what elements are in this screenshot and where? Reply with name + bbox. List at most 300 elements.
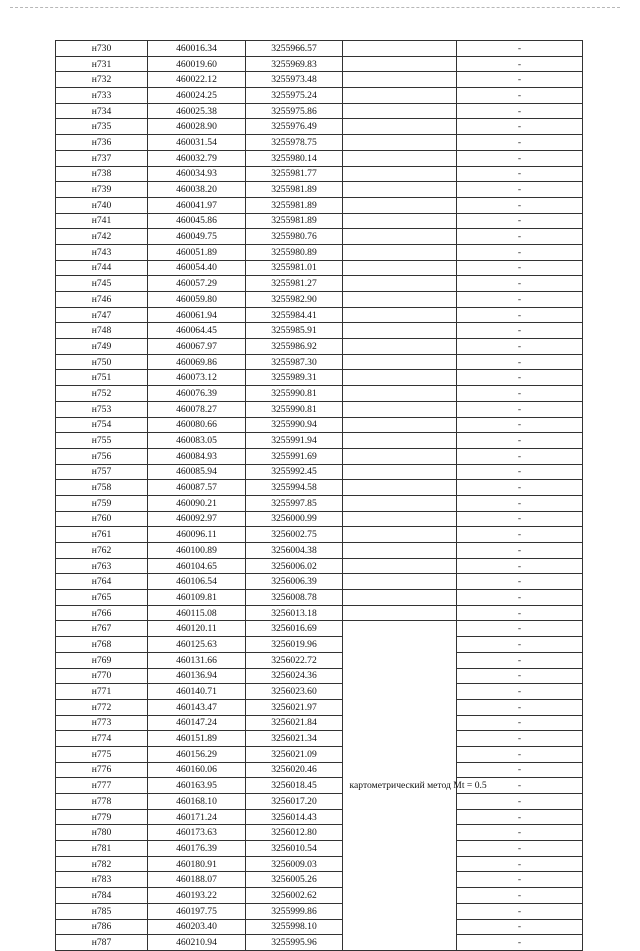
error-value-cell: - (457, 182, 583, 198)
x-coordinate-cell: 460057.29 (148, 276, 246, 292)
point-name-cell: н730 (56, 41, 148, 57)
table-row (56, 637, 583, 653)
method-cell-empty (343, 119, 457, 135)
table-row (56, 809, 583, 825)
x-coordinate-cell: 460067.97 (148, 339, 246, 355)
error-value-cell: - (457, 276, 583, 292)
y-coordinate-cell: 3255981.89 (246, 182, 343, 198)
x-coordinate-cell: 460131.66 (148, 652, 246, 668)
x-coordinate-cell: 460031.54 (148, 135, 246, 151)
point-name-cell: н766 (56, 605, 148, 621)
x-coordinate-cell: 460171.24 (148, 809, 246, 825)
method-cell-empty (343, 511, 457, 527)
x-coordinate-cell: 460096.11 (148, 527, 246, 543)
x-coordinate-cell: 460104.65 (148, 558, 246, 574)
x-coordinate-cell: 460147.24 (148, 715, 246, 731)
point-name-cell: н749 (56, 339, 148, 355)
method-cell-empty (343, 260, 457, 276)
error-value-cell: - (457, 354, 583, 370)
error-value-cell: - (457, 590, 583, 606)
table-row (56, 276, 583, 292)
x-coordinate-cell: 460038.20 (148, 182, 246, 198)
y-coordinate-cell: 3256004.38 (246, 543, 343, 559)
point-name-cell: н763 (56, 558, 148, 574)
y-coordinate-cell: 3255982.90 (246, 292, 343, 308)
point-name-cell: н758 (56, 480, 148, 496)
x-coordinate-cell: 460120.11 (148, 621, 246, 637)
table-row (56, 307, 583, 323)
x-coordinate-cell: 460143.47 (148, 699, 246, 715)
y-coordinate-cell: 3256006.02 (246, 558, 343, 574)
error-value-cell: - (457, 72, 583, 88)
point-name-cell: н759 (56, 495, 148, 511)
point-name-cell: н767 (56, 621, 148, 637)
point-name-cell: н782 (56, 856, 148, 872)
x-coordinate-cell: 460022.12 (148, 72, 246, 88)
point-name-cell: н776 (56, 762, 148, 778)
error-value-cell: - (457, 495, 583, 511)
y-coordinate-cell: 3256016.69 (246, 621, 343, 637)
y-coordinate-cell: 3256013.18 (246, 605, 343, 621)
point-name-cell: н751 (56, 370, 148, 386)
table-row (56, 543, 583, 559)
x-coordinate-cell: 460156.29 (148, 746, 246, 762)
table-row (56, 433, 583, 449)
error-value-cell: - (457, 229, 583, 245)
error-value-cell: - (457, 339, 583, 355)
method-cell (343, 621, 487, 950)
method-cell-empty (343, 386, 457, 402)
table-row (56, 511, 583, 527)
x-coordinate-cell: 460045.86 (148, 213, 246, 229)
point-name-cell: н740 (56, 197, 148, 213)
x-coordinate-cell: 460032.79 (148, 150, 246, 166)
table-row (56, 888, 583, 904)
table-row (56, 182, 583, 198)
error-value-cell: - (457, 558, 583, 574)
x-coordinate-cell: 460049.75 (148, 229, 246, 245)
y-coordinate-cell: 3256021.97 (246, 699, 343, 715)
table-row (56, 135, 583, 151)
error-value-cell: - (457, 433, 583, 449)
y-coordinate-cell: 3255980.76 (246, 229, 343, 245)
method-cell-empty (343, 229, 457, 245)
point-name-cell: н743 (56, 244, 148, 260)
scan-top-edge (10, 7, 620, 9)
table-row (56, 527, 583, 543)
error-value-cell: - (457, 417, 583, 433)
error-value-cell: - (457, 150, 583, 166)
y-coordinate-cell: 3255990.94 (246, 417, 343, 433)
x-coordinate-cell: 460092.97 (148, 511, 246, 527)
table-row (56, 684, 583, 700)
error-value-cell: - (457, 621, 583, 637)
y-coordinate-cell: 3256002.62 (246, 888, 343, 904)
x-coordinate-cell: 460210.94 (148, 935, 246, 951)
point-name-cell: н770 (56, 668, 148, 684)
y-coordinate-cell: 3256000.99 (246, 511, 343, 527)
table-row (56, 668, 583, 684)
x-coordinate-cell: 460078.27 (148, 401, 246, 417)
error-value-cell: - (457, 919, 583, 935)
table-row (56, 778, 583, 794)
y-coordinate-cell: 3256021.09 (246, 746, 343, 762)
table-row (56, 41, 583, 57)
error-value-cell: - (457, 543, 583, 559)
point-name-cell: н778 (56, 794, 148, 810)
method-cell-empty (343, 433, 457, 449)
method-cell-empty (343, 213, 457, 229)
point-name-cell: н742 (56, 229, 148, 245)
point-name-cell: н757 (56, 464, 148, 480)
x-coordinate-cell: 460054.40 (148, 260, 246, 276)
error-value-cell: - (457, 511, 583, 527)
table-row (56, 825, 583, 841)
y-coordinate-cell: 3255989.31 (246, 370, 343, 386)
method-cell-empty (343, 401, 457, 417)
error-value-cell: - (457, 323, 583, 339)
method-cell-empty (343, 103, 457, 119)
point-name-cell: н748 (56, 323, 148, 339)
method-cell-empty (343, 605, 457, 621)
y-coordinate-cell: 3256023.60 (246, 684, 343, 700)
point-name-cell: н772 (56, 699, 148, 715)
x-coordinate-cell: 460203.40 (148, 919, 246, 935)
x-coordinate-cell: 460024.25 (148, 88, 246, 104)
y-coordinate-cell: 3255995.96 (246, 935, 343, 951)
point-name-cell: н746 (56, 292, 148, 308)
point-name-cell: н752 (56, 386, 148, 402)
point-name-cell: н785 (56, 903, 148, 919)
table-row (56, 903, 583, 919)
error-value-cell: - (457, 260, 583, 276)
point-name-cell: н744 (56, 260, 148, 276)
error-value-cell: - (457, 605, 583, 621)
error-value-cell: - (457, 135, 583, 151)
x-coordinate-cell: 460197.75 (148, 903, 246, 919)
table-row (56, 401, 583, 417)
error-value-cell: - (457, 119, 583, 135)
table-row (56, 621, 583, 637)
y-coordinate-cell: 3255976.49 (246, 119, 343, 135)
x-coordinate-cell: 460163.95 (148, 778, 246, 794)
y-coordinate-cell: 3255981.27 (246, 276, 343, 292)
coordinates-table (55, 40, 583, 951)
table-row (56, 574, 583, 590)
table-row (56, 166, 583, 182)
y-coordinate-cell: 3255969.83 (246, 56, 343, 72)
y-coordinate-cell: 3255981.89 (246, 213, 343, 229)
method-cell-empty (343, 543, 457, 559)
error-value-cell: - (457, 41, 583, 57)
point-name-cell: н753 (56, 401, 148, 417)
table-row (56, 88, 583, 104)
method-cell-empty (343, 323, 457, 339)
table-row (56, 370, 583, 386)
x-coordinate-cell: 460016.34 (148, 41, 246, 57)
table-row (56, 292, 583, 308)
method-cell-empty (343, 480, 457, 496)
method-cell-empty (343, 150, 457, 166)
point-name-cell: н769 (56, 652, 148, 668)
table-row (56, 354, 583, 370)
point-name-cell: н735 (56, 119, 148, 135)
table-row (56, 762, 583, 778)
x-coordinate-cell: 460090.21 (148, 495, 246, 511)
y-coordinate-cell: 3255994.58 (246, 480, 343, 496)
table-row (56, 731, 583, 747)
method-cell-empty (343, 574, 457, 590)
x-coordinate-cell: 460073.12 (148, 370, 246, 386)
method-cell-empty (343, 292, 457, 308)
error-value-cell: - (457, 731, 583, 747)
error-value-cell: - (457, 307, 583, 323)
x-coordinate-cell: 460084.93 (148, 448, 246, 464)
error-value-cell: - (457, 244, 583, 260)
point-name-cell: н755 (56, 433, 148, 449)
x-coordinate-cell: 460109.81 (148, 590, 246, 606)
x-coordinate-cell: 460034.93 (148, 166, 246, 182)
y-coordinate-cell: 3255975.86 (246, 103, 343, 119)
x-coordinate-cell: 460076.39 (148, 386, 246, 402)
method-label: картометрический метод Mt = 0.5 (349, 780, 487, 792)
x-coordinate-cell: 460087.57 (148, 480, 246, 496)
error-value-cell: - (457, 88, 583, 104)
y-coordinate-cell: 3256002.75 (246, 527, 343, 543)
error-value-cell: - (457, 746, 583, 762)
x-coordinate-cell: 460028.90 (148, 119, 246, 135)
method-cell-empty (343, 72, 457, 88)
point-name-cell: н762 (56, 543, 148, 559)
y-coordinate-cell: 3255986.92 (246, 339, 343, 355)
error-value-cell: - (457, 292, 583, 308)
table-row (56, 417, 583, 433)
point-name-cell: н764 (56, 574, 148, 590)
y-coordinate-cell: 3256006.39 (246, 574, 343, 590)
y-coordinate-cell: 3255990.81 (246, 386, 343, 402)
point-name-cell: н750 (56, 354, 148, 370)
point-name-cell: н754 (56, 417, 148, 433)
y-coordinate-cell: 3256018.45 (246, 778, 343, 794)
point-name-cell: н768 (56, 637, 148, 653)
point-name-cell: н784 (56, 888, 148, 904)
error-value-cell: - (457, 197, 583, 213)
error-value-cell: - (457, 935, 583, 951)
x-coordinate-cell: 460125.63 (148, 637, 246, 653)
table-row (56, 339, 583, 355)
table-row (56, 119, 583, 135)
point-name-cell: н745 (56, 276, 148, 292)
point-name-cell: н732 (56, 72, 148, 88)
method-cell-empty (343, 307, 457, 323)
point-name-cell: н731 (56, 56, 148, 72)
x-coordinate-cell: 460080.66 (148, 417, 246, 433)
x-coordinate-cell: 460160.06 (148, 762, 246, 778)
method-cell-empty (343, 495, 457, 511)
error-value-cell: - (457, 809, 583, 825)
x-coordinate-cell: 460136.94 (148, 668, 246, 684)
method-cell-empty (343, 339, 457, 355)
point-name-cell: н747 (56, 307, 148, 323)
method-cell-empty (343, 244, 457, 260)
point-name-cell: н738 (56, 166, 148, 182)
error-value-cell: - (457, 684, 583, 700)
y-coordinate-cell: 3256024.36 (246, 668, 343, 684)
y-coordinate-cell: 3256005.26 (246, 872, 343, 888)
x-coordinate-cell: 460061.94 (148, 307, 246, 323)
error-value-cell: - (457, 527, 583, 543)
point-name-cell: н773 (56, 715, 148, 731)
table-row (56, 605, 583, 621)
y-coordinate-cell: 3255990.81 (246, 401, 343, 417)
method-cell-empty (343, 56, 457, 72)
y-coordinate-cell: 3256020.46 (246, 762, 343, 778)
x-coordinate-cell: 460176.39 (148, 841, 246, 857)
error-value-cell: - (457, 903, 583, 919)
y-coordinate-cell: 3256022.72 (246, 652, 343, 668)
table-row (56, 652, 583, 668)
table-row (56, 699, 583, 715)
point-name-cell: н777 (56, 778, 148, 794)
x-coordinate-cell: 460083.05 (148, 433, 246, 449)
y-coordinate-cell: 3255984.41 (246, 307, 343, 323)
point-name-cell: н761 (56, 527, 148, 543)
point-name-cell: н779 (56, 809, 148, 825)
point-name-cell: н781 (56, 841, 148, 857)
y-coordinate-cell: 3255980.14 (246, 150, 343, 166)
table-row (56, 386, 583, 402)
method-cell-empty (343, 558, 457, 574)
table-row (56, 103, 583, 119)
y-coordinate-cell: 3255991.69 (246, 448, 343, 464)
table-row (56, 495, 583, 511)
coordinates-table-body (56, 41, 583, 951)
method-cell-empty (343, 448, 457, 464)
error-value-cell: - (457, 762, 583, 778)
y-coordinate-cell: 3255985.91 (246, 323, 343, 339)
table-row (56, 856, 583, 872)
y-coordinate-cell: 3255966.57 (246, 41, 343, 57)
point-name-cell: н774 (56, 731, 148, 747)
x-coordinate-cell: 460019.60 (148, 56, 246, 72)
point-name-cell: н786 (56, 919, 148, 935)
point-name-cell: н771 (56, 684, 148, 700)
table-row (56, 841, 583, 857)
y-coordinate-cell: 3256009.03 (246, 856, 343, 872)
x-coordinate-cell: 460025.38 (148, 103, 246, 119)
y-coordinate-cell: 3256021.84 (246, 715, 343, 731)
y-coordinate-cell: 3255980.89 (246, 244, 343, 260)
x-coordinate-cell: 460100.89 (148, 543, 246, 559)
x-coordinate-cell: 460115.08 (148, 605, 246, 621)
x-coordinate-cell: 460188.07 (148, 872, 246, 888)
y-coordinate-cell: 3255981.89 (246, 197, 343, 213)
method-cell-empty (343, 135, 457, 151)
method-cell-empty (343, 41, 457, 57)
method-cell-empty (343, 417, 457, 433)
y-coordinate-cell: 3255992.45 (246, 464, 343, 480)
point-name-cell: н760 (56, 511, 148, 527)
point-name-cell: н739 (56, 182, 148, 198)
table-row (56, 448, 583, 464)
method-cell-empty (343, 197, 457, 213)
error-value-cell: - (457, 574, 583, 590)
table-row (56, 197, 583, 213)
method-cell-empty (343, 464, 457, 480)
y-coordinate-cell: 3255987.30 (246, 354, 343, 370)
x-coordinate-cell: 460180.91 (148, 856, 246, 872)
method-cell-empty (343, 590, 457, 606)
error-value-cell: - (457, 386, 583, 402)
method-cell-empty (343, 88, 457, 104)
table-row (56, 150, 583, 166)
table-row (56, 935, 583, 951)
table-row (56, 229, 583, 245)
point-name-cell: н741 (56, 213, 148, 229)
error-value-cell: - (457, 699, 583, 715)
table-row (56, 464, 583, 480)
error-value-cell: - (457, 480, 583, 496)
error-value-cell: - (457, 778, 583, 794)
y-coordinate-cell: 3256014.43 (246, 809, 343, 825)
x-coordinate-cell: 460106.54 (148, 574, 246, 590)
x-coordinate-cell: 460140.71 (148, 684, 246, 700)
error-value-cell: - (457, 103, 583, 119)
error-value-cell: - (457, 888, 583, 904)
table-row (56, 72, 583, 88)
y-coordinate-cell: 3255978.75 (246, 135, 343, 151)
point-name-cell: н737 (56, 150, 148, 166)
error-value-cell: - (457, 652, 583, 668)
error-value-cell: - (457, 841, 583, 857)
error-value-cell: - (457, 56, 583, 72)
error-value-cell: - (457, 856, 583, 872)
x-coordinate-cell: 460173.63 (148, 825, 246, 841)
table-row (56, 919, 583, 935)
error-value-cell: - (457, 401, 583, 417)
y-coordinate-cell: 3256008.78 (246, 590, 343, 606)
y-coordinate-cell: 3255999.86 (246, 903, 343, 919)
point-name-cell: н756 (56, 448, 148, 464)
point-name-cell: н780 (56, 825, 148, 841)
table-row (56, 872, 583, 888)
y-coordinate-cell: 3255975.24 (246, 88, 343, 104)
method-cell-empty (343, 527, 457, 543)
table-row (56, 260, 583, 276)
table-row (56, 746, 583, 762)
y-coordinate-cell: 3255981.77 (246, 166, 343, 182)
method-cell-empty (343, 182, 457, 198)
y-coordinate-cell: 3256019.96 (246, 637, 343, 653)
error-value-cell: - (457, 370, 583, 386)
table-row (56, 590, 583, 606)
table-row (56, 323, 583, 339)
point-name-cell: н736 (56, 135, 148, 151)
y-coordinate-cell: 3255997.85 (246, 495, 343, 511)
point-name-cell: н787 (56, 935, 148, 951)
point-name-cell: н734 (56, 103, 148, 119)
x-coordinate-cell: 460051.89 (148, 244, 246, 260)
table-row (56, 715, 583, 731)
point-name-cell: н783 (56, 872, 148, 888)
x-coordinate-cell: 460059.80 (148, 292, 246, 308)
point-name-cell: н775 (56, 746, 148, 762)
error-value-cell: - (457, 872, 583, 888)
y-coordinate-cell: 3255991.94 (246, 433, 343, 449)
y-coordinate-cell: 3255981.01 (246, 260, 343, 276)
y-coordinate-cell: 3256017.20 (246, 794, 343, 810)
error-value-cell: - (457, 794, 583, 810)
